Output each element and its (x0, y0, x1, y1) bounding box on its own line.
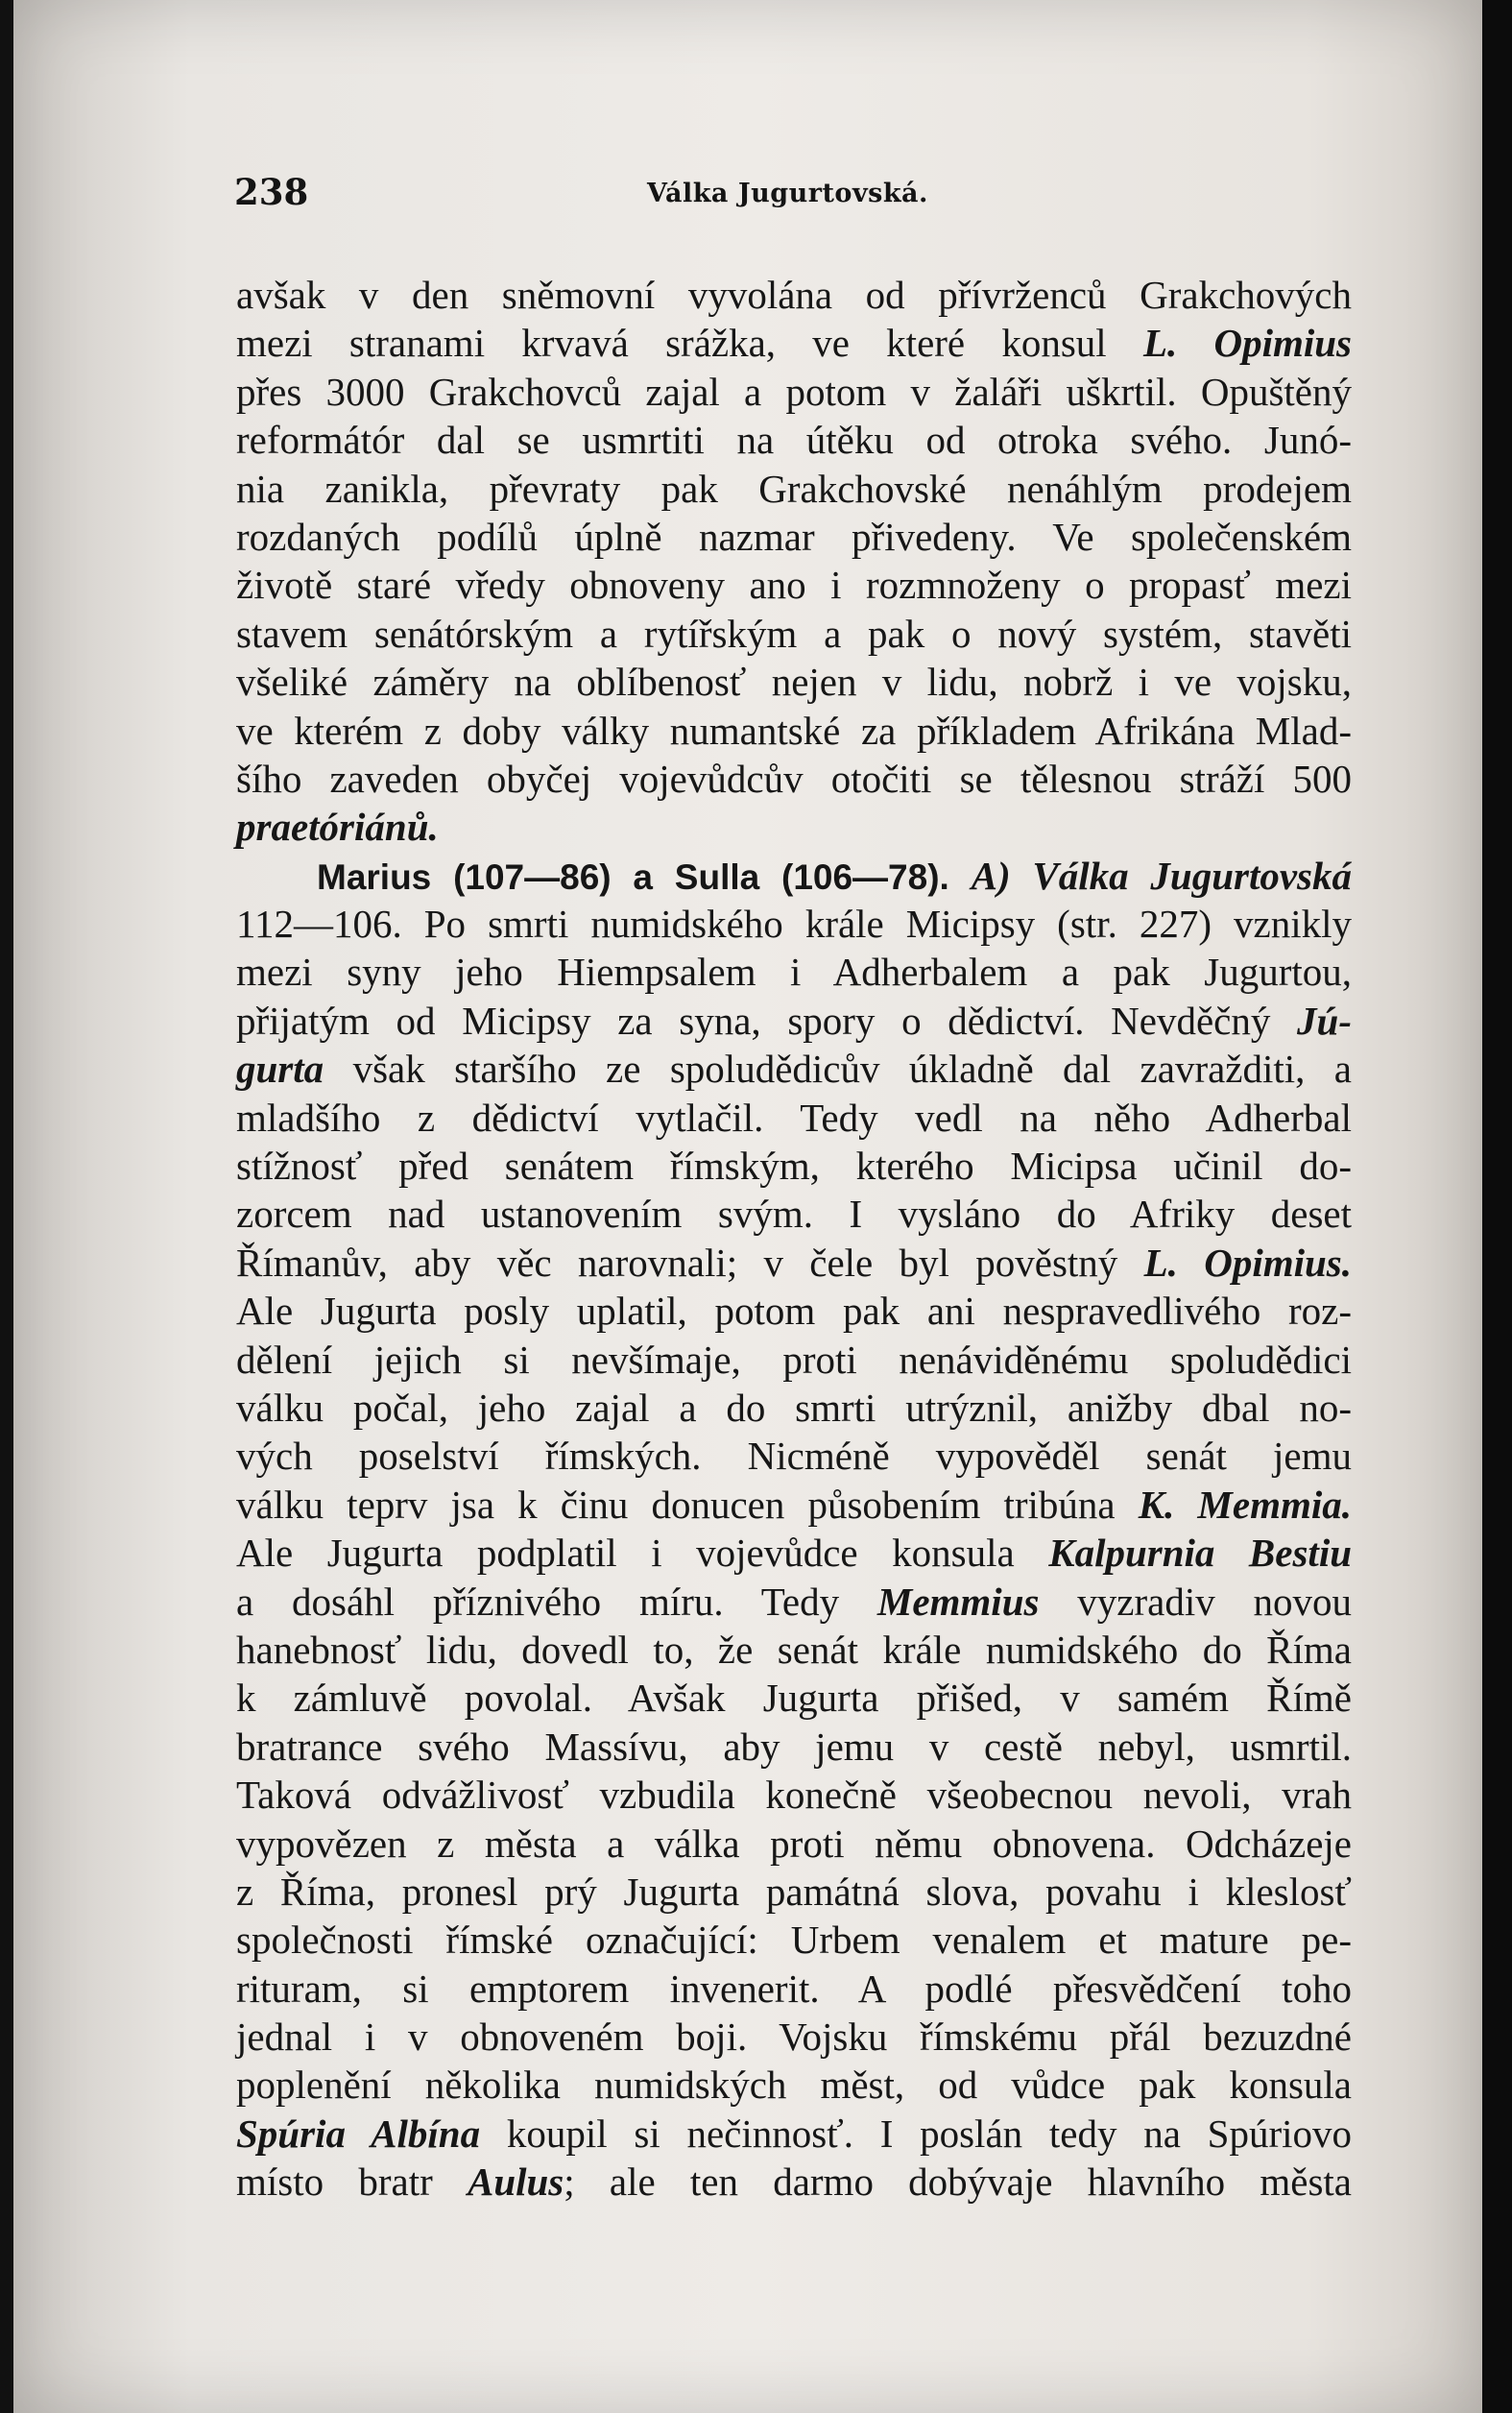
text-line: bratrance svého Massívu, aby jemu v cestě nebyl, usmrtil. (236, 1724, 1352, 1769)
emphasis: L. Opimius (1142, 321, 1352, 366)
page-header (234, 171, 1353, 219)
section-heading: Marius (107—86) a Sulla (106—78). (317, 857, 949, 897)
text-line: rozdaných podílů úplně nazmar přivedeny. Ve společenském (236, 514, 1352, 559)
text-line: životě staré vředy obnoveny ano i rozmnoženy o propasť mezi (236, 563, 1352, 608)
text-line: nia zanikla, převraty pak Grakchovské nenáhlým prodejem (236, 466, 1352, 511)
text-line: mezi stranami krvavá srážka, ve které konsul L. Opimius (236, 321, 1352, 366)
text-line: přijatým od Micipsy za syna, spory o dědictví. Nevděčný Jú- (236, 998, 1352, 1043)
emphasis: praetóriánů. (236, 805, 439, 850)
text-line: reformátór dal se usmrtiti na útěku od otroka svého. Junó- (236, 418, 1352, 463)
text-line: Římanův, aby věc narovnali; v čele byl pověstný L. Opimius. (236, 1240, 1352, 1285)
text-line: místo bratr Aulus; ale ten darmo dobývaje hlavního města (236, 2160, 1352, 2205)
text-line: válku počal, jeho zajal a do smrti utrýznil, anižby dbal no- (236, 1385, 1352, 1430)
running-title: Válka Jugurtovská. (647, 179, 928, 208)
text-line: společnosti římské označující: Urbem venalem et mature pe- (236, 1918, 1352, 1963)
section-heading-line (236, 852, 1352, 900)
text-line (236, 803, 1352, 851)
text-line: přes 3000 Grakchovců zajal a potom v žaláři uškrtil. Opuštěný (236, 369, 1352, 414)
body-text (236, 271, 1352, 2207)
text-line: poplenění několika numidských měst, od vůdce pak konsula (236, 2063, 1352, 2108)
text-line: všeliké záměry na oblíbenosť nejen v lidu, nobrž i ve vojsku, (236, 660, 1352, 705)
text-line: jednal i v obnoveném boji. Vojsku římskému přál bezuzdné (236, 2015, 1352, 2060)
text-line: Ale Jugurta podplatil i vojevůdce konsula Kalpurnia Bestiu (236, 1531, 1353, 1576)
section-sub-title: Válka Jugurtovská (1032, 853, 1353, 898)
text-line: mezi syny jeho Hiempsalem i Adherbalem a pak Jugurtou, (236, 950, 1352, 995)
text-line: šího zaveden obyčej vojevůdcův otočiti se tělesnou stráží 500 (236, 756, 1352, 801)
text-line: mladšího z dědictví vytlačil. Tedy vedl na něho Adherbal (236, 1095, 1352, 1140)
book-page (13, 0, 1482, 2413)
text-line: zorcem nad ustanovením svým. I vysláno do Afriky deset (236, 1192, 1352, 1237)
text-line: k zámluvě povolal. Avšak Jugurta přišed, v samém Římě (236, 1676, 1352, 1721)
text-line: z Říma, pronesl prý Jugurta památná slova, povahu i kleslosť (236, 1869, 1352, 1914)
text-line: stavem senátórským a rytířským a pak o nový systém, stavěti (236, 611, 1352, 656)
text-line: vých poselství římských. Nicméně vypověděl senát jemu (236, 1434, 1352, 1479)
scan-edge (1482, 0, 1512, 2413)
text-line: Spúria Albína koupil si nečinnosť. I poslán tedy na Spúriovo (236, 2111, 1352, 2156)
text-line: gurta však staršího ze spoludědicův úkladně dal zavražditi, a (236, 1047, 1353, 1092)
section-years: 112—106. (236, 902, 402, 947)
text-line: ve kterém z doby války numantské za příkladem Afrikána Mlad- (236, 708, 1352, 753)
text-line: vypovězen z města a válka proti němu obnovena. Odcházeje (236, 1821, 1352, 1866)
text-line: rituram, si emptorem invenerit. A podlé přesvědčení toho (236, 1966, 1352, 2011)
text-line: hanebnosť lidu, dovedl to, že senát krále numidského do Říma (236, 1627, 1352, 1672)
text-line: a dosáhl příznivého míru. Tedy Memmius vyzradiv novou (236, 1579, 1352, 1624)
section-sub-label: A) (971, 853, 1011, 898)
text-line: dělení jejich si nevšímaje, proti nenáviděnému spoludědici (236, 1337, 1352, 1382)
text-line: Taková odvážlivosť vzbudila konečně všeobecnou nevoli, vrah (236, 1773, 1352, 1818)
text-line: avšak v den sněmovní vyvolána od přívrženců Grakchových (236, 273, 1352, 317)
text-line: 112—106. Po smrti numidského krále Micipsy (str. 227) vznikly (236, 902, 1352, 947)
page-number: 238 (234, 171, 309, 213)
text-line: stížnosť před senátem římským, kterého Micipsa učinil do- (236, 1144, 1352, 1189)
text-line: válku teprv jsa k činu donucen působením tribúna K. Memmia. (236, 1482, 1352, 1527)
text-line: Ale Jugurta posly uplatil, potom pak ani nespravedlivého roz- (236, 1289, 1352, 1334)
